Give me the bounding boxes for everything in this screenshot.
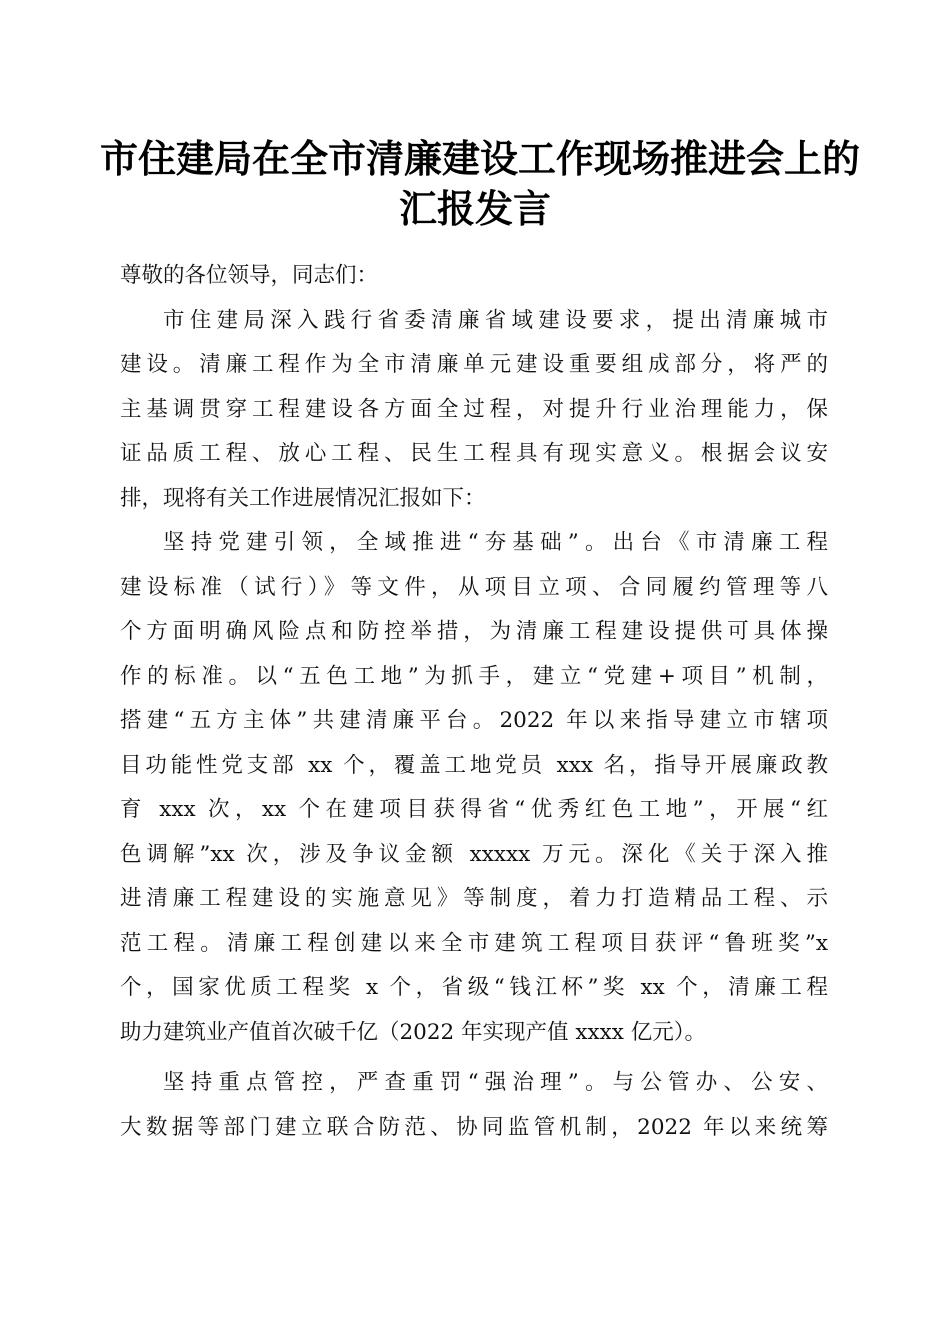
paragraph-line: 建设标准（试行）》等文件，从项目立项、合同履约管理等八 bbox=[120, 574, 828, 600]
paragraph-line: 建设。清廉工程作为全市清廉单元建设重要组成部分，将严的 bbox=[120, 352, 828, 377]
paragraph-line: 助力建筑业产值首次破千亿（2022 年实现产值 xxxx 亿元）。 bbox=[120, 1019, 706, 1045]
title-line-1: 市住建局在全市清廉建设工作现场推进会上的 bbox=[100, 136, 861, 181]
paragraph-line: 色调解”xx 次，涉及争议金额 xxxxx 万元。深化《关于深入推 bbox=[120, 841, 828, 867]
paragraph-line: 个，国家优质工程奖 x 个，省级“钱江杯”奖 xx 个，清廉工程 bbox=[120, 975, 828, 1000]
paragraph-intro bbox=[120, 299, 828, 522]
salutation: 尊敬的各位领导，同志们： bbox=[120, 263, 379, 288]
paragraph-line: 坚持党建引领，全域推进“夯基础”。出台《市清廉工程 bbox=[163, 530, 828, 555]
paragraph-line: 目功能性党支部 xx 个，覆盖工地党员 xxx 名，指导开展廉政教 bbox=[120, 752, 828, 778]
paragraph-line: 进清廉工程建设的实施意见》等制度，着力打造精品工程、示 bbox=[120, 886, 828, 911]
paragraph-key-control bbox=[120, 1061, 828, 1150]
paragraph-line: 市住建局深入践行省委清廉省域建设要求，提出清廉城市 bbox=[163, 307, 828, 333]
paragraph-line: 坚持重点管控，严查重罚“强治理”。与公管办、公安、 bbox=[163, 1070, 828, 1095]
paragraph-line: 大数据等部门建立联合防范、协同监管机制，2022 年以来统筹 bbox=[120, 1114, 828, 1140]
paragraph-line: 搭建“五方主体”共建清廉平台。2022 年以来指导建立市辖项 bbox=[120, 708, 828, 733]
paragraph-line: 个方面明确风险点和防控举措，为清廉工程建设提供可具体操 bbox=[120, 619, 828, 644]
document-title bbox=[100, 134, 861, 234]
document-body bbox=[120, 254, 828, 1150]
paragraph-line: 范工程。清廉工程创建以来全市建筑工程项目获评“鲁班奖”x bbox=[120, 930, 828, 956]
paragraph-line: 育 xxx 次，xx 个在建项目获得省“优秀红色工地”，开展“红 bbox=[120, 797, 828, 822]
paragraph-line: 作的标准。以“五色工地”为抓手，建立“党建+项目”机制， bbox=[120, 663, 828, 689]
paragraph-party-building bbox=[120, 521, 828, 1055]
paragraph-line: 排，现将有关工作进展情况汇报如下： bbox=[120, 485, 486, 511]
title-line-2: 汇报发言 bbox=[398, 186, 551, 231]
paragraph-line: 主基调贯穿工程建设各方面全过程，对提升行业治理能力，保 bbox=[120, 396, 828, 422]
paragraph-line: 证品质工程、放心工程、民生工程具有现实意义。根据会议安 bbox=[120, 441, 828, 466]
